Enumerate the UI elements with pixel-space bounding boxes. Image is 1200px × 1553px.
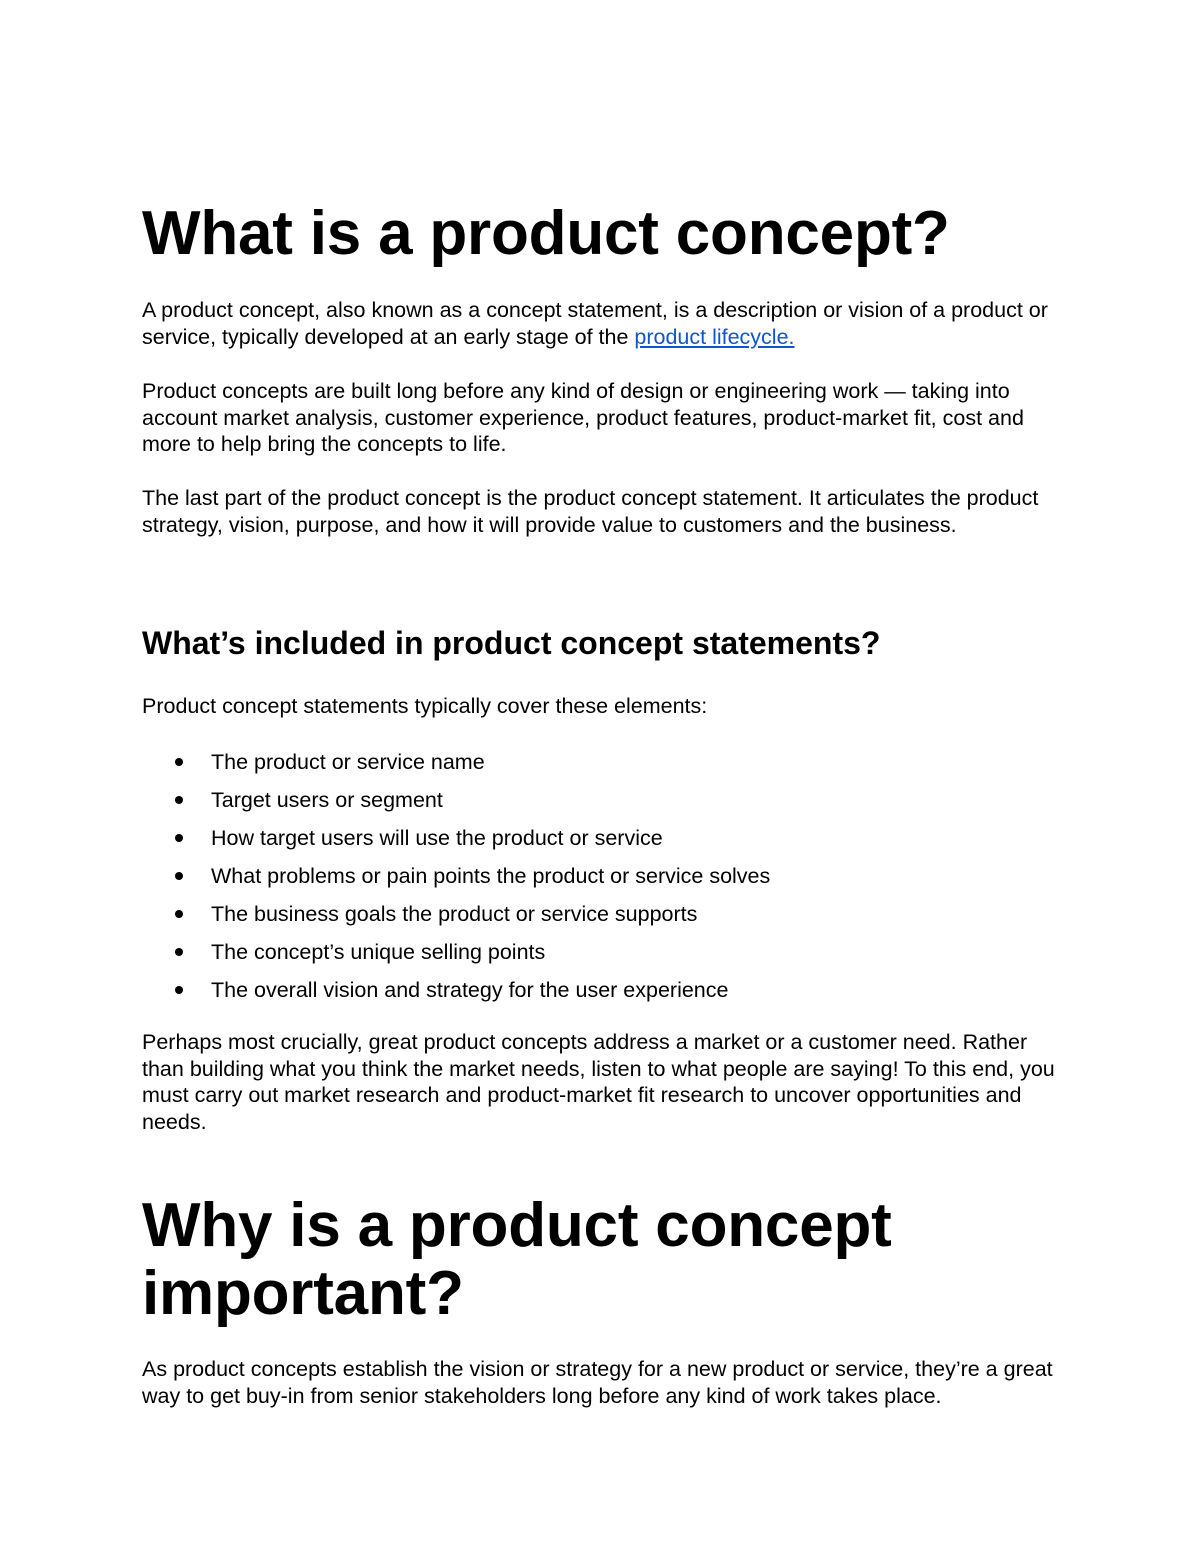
bullet-icon xyxy=(175,872,183,880)
bullet-icon xyxy=(175,910,183,918)
product-lifecycle-link[interactable]: product lifecycle. xyxy=(634,324,795,349)
paragraph-product-concepts-built: Product concepts are built long before any kind of design or engineering work — taking into account market analysis, customer experience, product features, product-market fit, cost and more to help bring the concepts to life. xyxy=(142,379,1024,456)
bullet-icon xyxy=(175,834,183,842)
list-item: Target users or segment xyxy=(142,783,1062,821)
list-item: The product or service name xyxy=(142,745,1062,783)
bullet-icon xyxy=(175,796,183,804)
list-item: The business goals the product or service supports xyxy=(142,897,1062,935)
paragraph-last-part: The last part of the product concept is the product concept statement. It articulates the product strategy, vision, purpose, and how it will provide value to customers and the business. xyxy=(142,486,1039,537)
paragraph-perhaps-most-crucially: Perhaps most crucially, great product concepts address a market or a customer need. Rather than building what you think the market needs, listen to what people are saying! To this end, you must carry out market research and product-market fit research to uncover opportunities and needs. xyxy=(142,1030,1055,1134)
bullet-icon xyxy=(175,948,183,956)
paragraph-as-product-concepts: As product concepts establish the vision or strategy for a new product or service, they’re a great way to get buy-in from senior stakeholders long before any kind of work takes place. xyxy=(142,1357,1053,1408)
intro-text: A product concept, also known as a concept statement, is a description or vision of a product or service, typically developed at an early stage of the xyxy=(142,298,1048,349)
heading-whats-included: What’s included in product concept statements? xyxy=(142,625,881,661)
intro-paragraph xyxy=(142,297,1062,350)
heading-what-is-product-concept: What is a product concept? xyxy=(142,199,950,268)
elements-list xyxy=(142,745,1062,1011)
list-item: What problems or pain points the product or service solves xyxy=(142,859,1062,897)
list-intro: Product concept statements typically cover these elements: xyxy=(142,694,708,718)
heading-why-product-concept-important: Why is a product concept important? xyxy=(142,1191,892,1328)
bullet-icon xyxy=(175,758,183,766)
list-item: How target users will use the product or service xyxy=(142,821,1062,859)
list-item: The overall vision and strategy for the user experience xyxy=(142,973,1062,1011)
bullet-icon xyxy=(175,986,183,994)
list-item: The concept’s unique selling points xyxy=(142,935,1062,973)
